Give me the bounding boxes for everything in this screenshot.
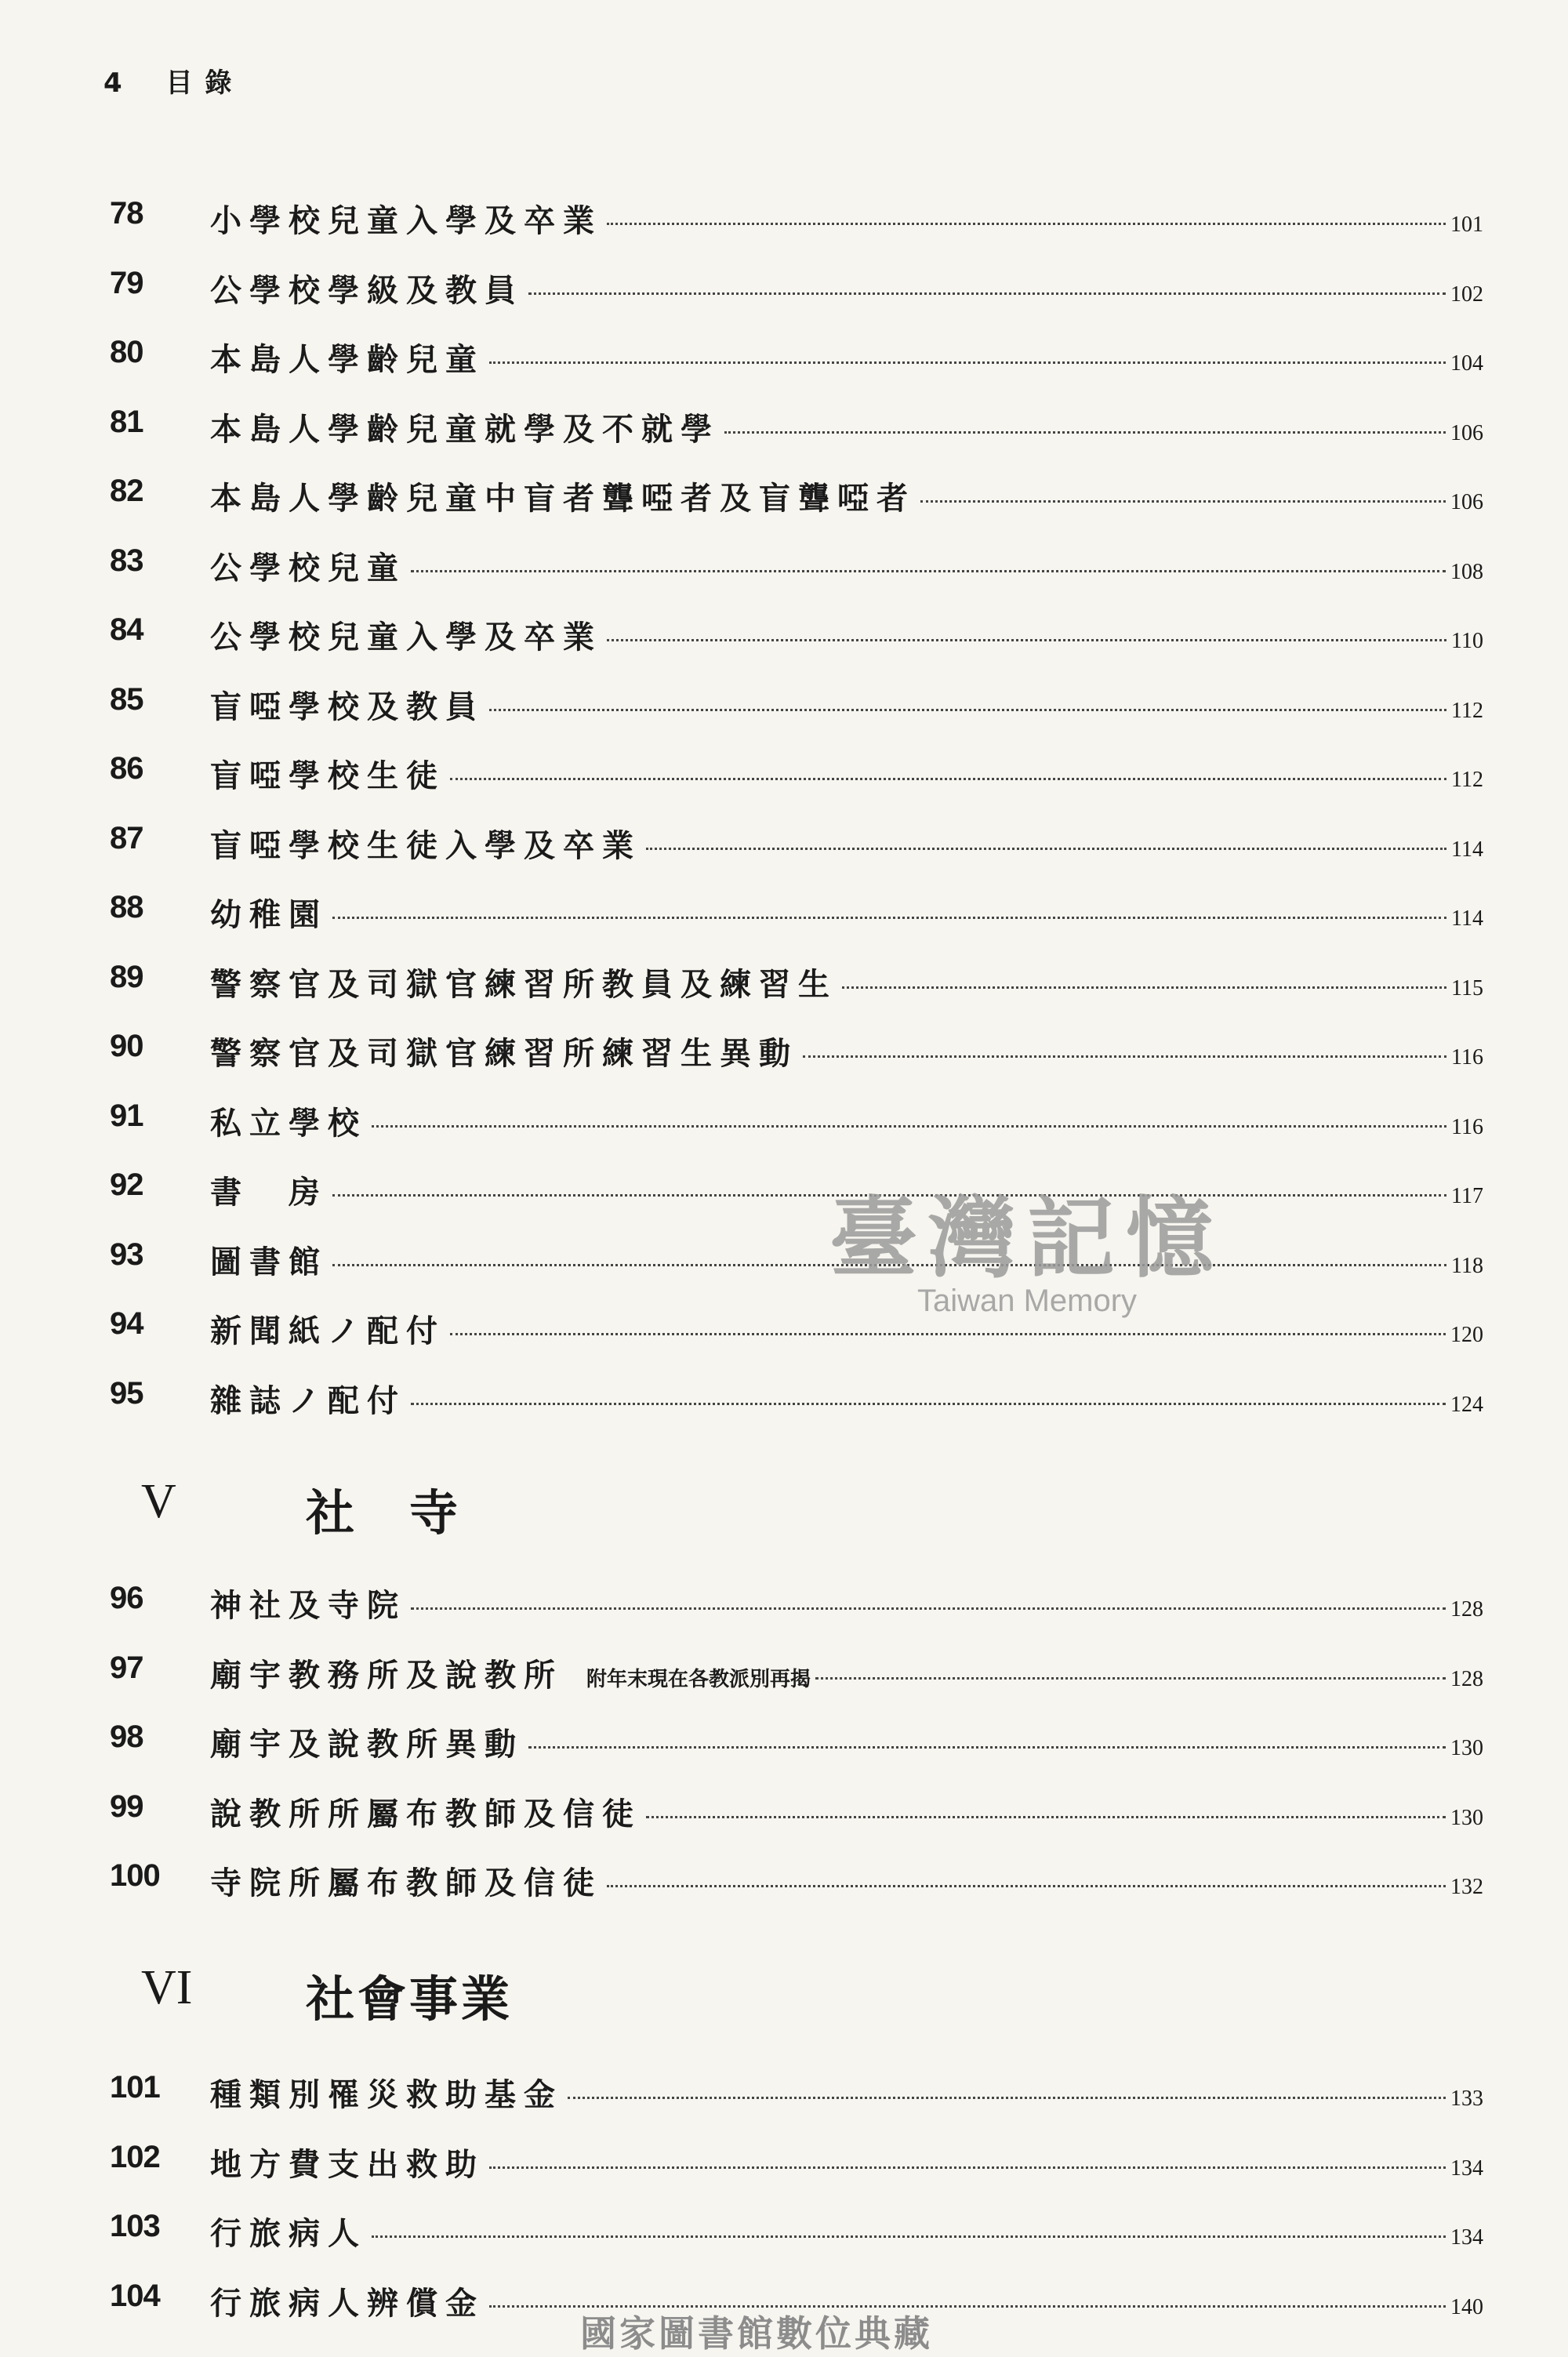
entry-number: 91 <box>110 1098 143 1133</box>
entry-body <box>210 266 1483 311</box>
entry-page-number: 104 <box>1450 351 1483 376</box>
entry-number: 98 <box>110 1720 143 1754</box>
entry-body <box>210 1789 1483 1834</box>
entry-number: 100 <box>110 1858 160 1893</box>
entry-title: 本島人學齡兒童就學及不就學 <box>210 410 720 448</box>
toc-entry <box>0 2209 1568 2256</box>
dot-leader <box>372 1124 1446 1128</box>
entry-page-number: 128 <box>1450 1597 1483 1622</box>
entry-body <box>210 2209 1483 2253</box>
entry-number: 86 <box>110 751 143 786</box>
entry-page-number: 114 <box>1451 906 1483 931</box>
entry-title: 警察官及司獄官練習所教員及練習生 <box>210 965 837 1003</box>
entry-title: 廟宇教務所及說教所 <box>210 1656 563 1694</box>
dot-leader <box>372 2235 1446 2238</box>
entry-title: 廟宇及說教所異動 <box>210 1726 524 1763</box>
dot-leader <box>607 222 1446 225</box>
entry-title: 新聞紙ノ配付 <box>210 1313 445 1349</box>
entry-title: 說教所所屬布教師及信徒 <box>210 1795 641 1832</box>
toc-entry <box>0 960 1568 1007</box>
entry-title: 寺院所屬布教師及信徒 <box>210 1865 602 1901</box>
entry-page-number: 118 <box>1451 1253 1483 1278</box>
toc-entry <box>0 405 1568 452</box>
entry-body <box>210 1099 1483 1143</box>
entry-number: 79 <box>110 265 143 300</box>
entry-number: 101 <box>110 2070 160 2105</box>
entry-body <box>210 612 1483 657</box>
entry-page-number: 120 <box>1450 1323 1483 1347</box>
dot-leader <box>607 1884 1446 1887</box>
dot-leader <box>411 1607 1446 1610</box>
toc-entry <box>0 1581 1568 1628</box>
entry-page-number: 133 <box>1450 2086 1483 2111</box>
entry-title: 警察官及司獄官練習所練習生異動 <box>210 1035 798 1072</box>
entry-body <box>210 405 1483 449</box>
toc-entry <box>0 821 1568 868</box>
entry-title: 書 房 <box>210 1174 328 1211</box>
toc-entry <box>0 1376 1568 1423</box>
toc-entry <box>0 2140 1568 2187</box>
entry-title: 私立學校 <box>210 1104 367 1142</box>
toc-entry <box>0 751 1568 798</box>
entry-number: 104 <box>110 2278 160 2313</box>
entry-page-number: 106 <box>1450 490 1483 514</box>
entry-number: 94 <box>110 1306 143 1341</box>
dot-leader <box>528 1745 1446 1749</box>
dot-leader <box>920 499 1446 503</box>
entry-number: 81 <box>110 404 143 439</box>
toc-entry <box>0 1651 1568 1698</box>
entry-title: 本島人學齡兒童 <box>210 341 485 378</box>
entry-body <box>210 2140 1483 2184</box>
entry-number: 99 <box>110 1789 143 1824</box>
entry-title: 公學校兒童入學及卒業 <box>210 619 602 656</box>
entry-number: 80 <box>110 335 143 369</box>
entry-title: 地方費支出救助 <box>210 2145 485 2183</box>
entry-number: 84 <box>110 612 143 647</box>
entry-body <box>210 474 1483 518</box>
entry-page-number: 106 <box>1450 420 1483 445</box>
entry-title: 幼稚園 <box>210 896 328 933</box>
entry-page-number: 102 <box>1450 281 1483 307</box>
entry-page-number: 112 <box>1451 698 1483 723</box>
entry-note: 附年末現在各教派別再揭 <box>586 1667 811 1691</box>
entry-title: 本島人學齡兒童中盲者聾啞者及盲聾啞者 <box>210 480 916 517</box>
dot-leader <box>646 1815 1446 1818</box>
footer-collection-mark: 國家圖書館數位典藏 <box>580 2312 933 2355</box>
entry-body <box>210 682 1483 727</box>
entry-number: 87 <box>110 820 143 855</box>
entry-number: 103 <box>110 2209 160 2243</box>
entry-title: 種類別罹災救助基金 <box>210 2076 563 2113</box>
dot-leader <box>842 986 1446 989</box>
entry-title: 小學校兒童入學及卒業 <box>210 202 602 239</box>
dot-leader <box>815 1676 1446 1680</box>
dot-leader <box>411 569 1446 572</box>
entry-title: 行旅病人 <box>210 2215 367 2252</box>
toc-entry <box>0 335 1568 382</box>
entry-page-number: 115 <box>1451 975 1483 1001</box>
entry-number: 102 <box>110 2139 160 2174</box>
entry-page-number: 116 <box>1451 1114 1483 1139</box>
entry-page-number: 128 <box>1450 1666 1483 1691</box>
entry-number: 83 <box>110 543 143 578</box>
entry-page-number: 116 <box>1451 1045 1483 1070</box>
entry-page-number: 117 <box>1451 1184 1483 1208</box>
entry-page-number: 101 <box>1450 212 1483 237</box>
entry-number: 89 <box>110 959 143 994</box>
entry-number: 92 <box>110 1168 143 1202</box>
entry-body <box>210 1858 1483 1903</box>
entry-body <box>210 2070 1483 2115</box>
dot-leader <box>489 2166 1446 2169</box>
entry-page-number: 134 <box>1450 2225 1483 2250</box>
toc-entry <box>0 266 1568 313</box>
entry-body <box>210 821 1483 866</box>
entry-page-number: 124 <box>1450 1392 1483 1417</box>
entry-page-number: 134 <box>1450 2155 1483 2181</box>
toc-entry <box>0 543 1568 590</box>
toc-entry <box>0 196 1568 243</box>
entry-page-number: 114 <box>1451 837 1483 862</box>
watermark-chinese: 臺灣記憶 <box>829 1187 1225 1290</box>
toc-entry <box>0 612 1568 659</box>
entry-page-number: 140 <box>1450 2294 1483 2319</box>
toc-entry <box>0 1720 1568 1767</box>
toc-entry <box>0 474 1568 521</box>
dot-leader <box>489 708 1446 711</box>
entry-title: 神社及寺院 <box>210 1587 406 1624</box>
entry-title: 公學校兒童 <box>210 549 406 587</box>
entry-number: 95 <box>110 1375 143 1411</box>
section-heading-v <box>0 1474 1568 1545</box>
dot-leader <box>646 847 1446 850</box>
entry-page-number: 130 <box>1450 1805 1483 1830</box>
toc-entry <box>0 1029 1568 1076</box>
section-roman-numeral: VI <box>141 1961 193 2014</box>
entry-body <box>210 1651 1483 1695</box>
page-number: 4 <box>103 67 124 99</box>
header-title: 目 錄 <box>165 67 234 99</box>
toc-entry <box>0 1099 1568 1146</box>
section-roman-numeral: V <box>141 1475 176 1528</box>
watermark-english: Taiwan Memory <box>916 1284 1138 1318</box>
entry-title: 盲啞學校生徒入學及卒業 <box>210 826 641 864</box>
dot-leader <box>803 1055 1446 1058</box>
entry-number: 78 <box>110 196 143 231</box>
entry-body <box>210 890 1483 935</box>
dot-leader <box>450 777 1446 780</box>
entry-number: 96 <box>110 1581 143 1615</box>
entry-page-number: 130 <box>1450 1736 1483 1760</box>
toc-entry <box>0 1858 1568 1905</box>
entry-body <box>210 1376 1483 1421</box>
entry-number: 90 <box>110 1029 143 1063</box>
toc-entry <box>0 1789 1568 1836</box>
entry-number: 85 <box>110 681 143 717</box>
entry-page-number: 112 <box>1451 768 1483 792</box>
toc-entry <box>0 2070 1568 2117</box>
entry-body <box>210 1029 1483 1073</box>
toc-entry <box>0 890 1568 937</box>
dot-leader <box>489 361 1446 364</box>
section-heading-vi <box>0 1960 1568 2031</box>
page-header <box>103 61 233 100</box>
entry-body <box>210 1720 1483 1764</box>
entry-body <box>210 1581 1483 1625</box>
entry-title: 行旅病人辨償金 <box>210 2284 485 2322</box>
dot-leader <box>411 1402 1446 1405</box>
entry-title: 盲啞學校生徒 <box>210 757 445 794</box>
dot-leader <box>607 638 1446 641</box>
dot-leader <box>528 292 1446 295</box>
entry-title: 公學校學級及教員 <box>210 271 524 309</box>
entry-body <box>210 335 1483 380</box>
entry-title: 盲啞學校及教員 <box>210 688 485 725</box>
entry-number: 93 <box>110 1237 143 1272</box>
entry-title: 雜誌ノ配付 <box>210 1382 406 1419</box>
toc-entry <box>0 682 1568 729</box>
entry-page-number: 110 <box>1451 629 1483 653</box>
entry-page-number: 108 <box>1450 559 1483 584</box>
dot-leader <box>568 2096 1446 2099</box>
entry-body <box>210 543 1483 588</box>
section-title: 社會事業 <box>306 1970 514 2028</box>
dot-leader <box>724 430 1446 434</box>
section-title: 社寺 <box>306 1484 514 1542</box>
entry-page-number: 132 <box>1450 1875 1483 1899</box>
entry-number: 97 <box>110 1650 143 1685</box>
watermark-logo <box>776 1168 1278 1356</box>
entry-body <box>210 196 1483 241</box>
entry-body <box>210 960 1483 1004</box>
entry-number: 82 <box>110 474 143 508</box>
dot-leader <box>332 916 1446 919</box>
entry-number: 88 <box>110 890 143 924</box>
entry-body <box>210 751 1483 796</box>
entry-title: 圖書館 <box>210 1243 328 1280</box>
